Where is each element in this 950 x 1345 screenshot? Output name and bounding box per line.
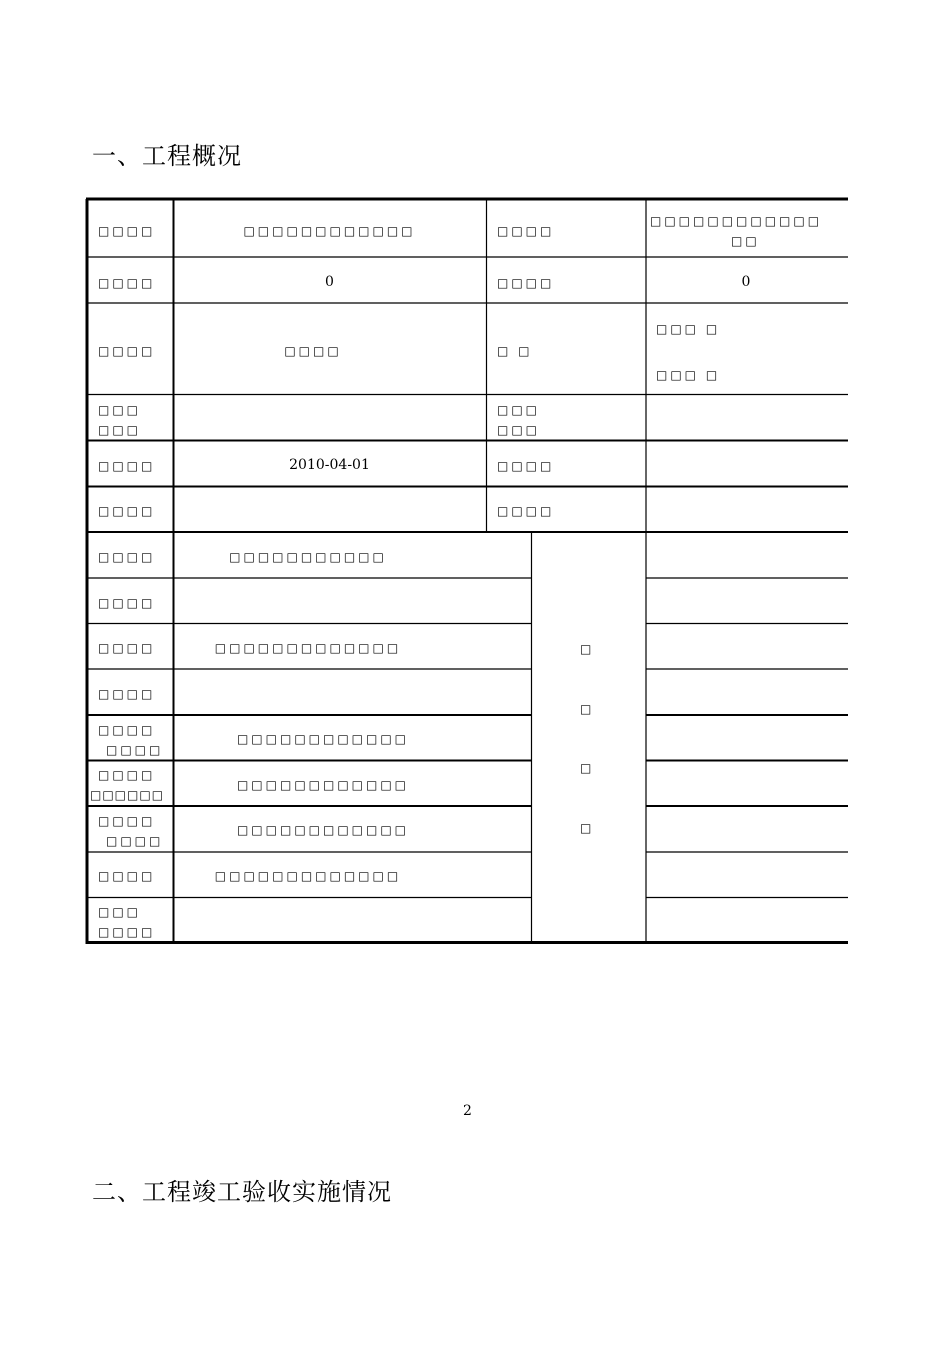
merged-vertical-char-3: □: [580, 761, 592, 775]
cell-r12-value: □□□□□□□□□□□□: [236, 778, 410, 792]
cell-r6-label-b: □□□□: [497, 504, 555, 518]
page-number: 2: [463, 1103, 472, 1119]
cell-r13-label-line2: □□□□: [106, 834, 164, 848]
cell-r13-label-line1: □□□□: [98, 814, 156, 828]
cell-r14-label: □□□□: [98, 869, 156, 883]
cell-r3-value-a: □□□□: [284, 344, 342, 358]
cell-r4-label-a-line2: □□□: [98, 423, 142, 437]
cell-r3-value-b-line1: □□□ □: [656, 322, 721, 336]
cell-r10-label: □□□□: [98, 687, 156, 701]
section-2-title: 二、工程竣工验收实施情况: [92, 1178, 392, 1206]
cell-r5-value-a: 2010-04-01: [289, 457, 370, 473]
cell-r2-value-a: 0: [325, 274, 334, 290]
cell-r2-value-b: 0: [741, 274, 751, 290]
cell-r1-label-a: □□□□: [98, 224, 156, 238]
cell-r12-label-line1: □□□□: [98, 768, 156, 782]
cell-r3-value-b-line2: □□□ □: [656, 368, 721, 382]
cell-r3-label-a: □□□□: [98, 344, 156, 358]
cell-r8-label: □□□□: [98, 596, 156, 610]
cell-r2-label-b: □□□□: [497, 276, 555, 290]
cell-r9-label: □□□□: [98, 641, 156, 655]
section-1-title: 一、工程概况: [92, 142, 242, 170]
cell-r11-label-line2: □□□□: [106, 743, 164, 757]
cell-r2-label-a: □□□□: [98, 276, 156, 290]
cell-r11-label-line1: □□□□: [98, 723, 156, 737]
cell-r15-label-line2: □□□□: [98, 925, 156, 939]
cell-r12-label-line2: □□□□□□: [90, 788, 165, 802]
merged-vertical-char-1: □: [580, 642, 592, 656]
cell-r4-label-b-line2: □□□: [497, 423, 541, 437]
cell-r4-label-a-line1: □□□: [98, 403, 142, 417]
cell-r1-label-b: □□□□: [497, 224, 555, 238]
merged-vertical-char-4: □: [580, 821, 592, 835]
cell-r7-value: □□□□□□□□□□□: [229, 550, 387, 564]
cell-r7-label: □□□□: [98, 550, 156, 564]
cell-r9-value: □□□□□□□□□□□□□: [214, 641, 402, 655]
cell-r1-value-b-line2: □□: [731, 234, 760, 248]
cell-r4-label-b-line1: □□□: [497, 403, 541, 417]
cell-r15-label-line1: □□□: [98, 905, 142, 919]
cell-r1-value-b-line1: □□□□□□□□□□□□: [650, 214, 823, 228]
cell-r5-label-b: □□□□: [497, 459, 555, 473]
cell-r13-value: □□□□□□□□□□□□: [236, 823, 410, 837]
cell-r3-label-b: □ □: [497, 344, 533, 358]
cell-r5-label-a: □□□□: [98, 459, 156, 473]
cell-r14-value: □□□□□□□□□□□□□: [214, 869, 402, 883]
merged-vertical-char-2: □: [580, 702, 592, 716]
cell-r11-value: □□□□□□□□□□□□: [236, 732, 410, 746]
cell-r1-value-a: □□□□□□□□□□□□: [243, 224, 416, 238]
cell-r6-label-a: □□□□: [98, 504, 156, 518]
